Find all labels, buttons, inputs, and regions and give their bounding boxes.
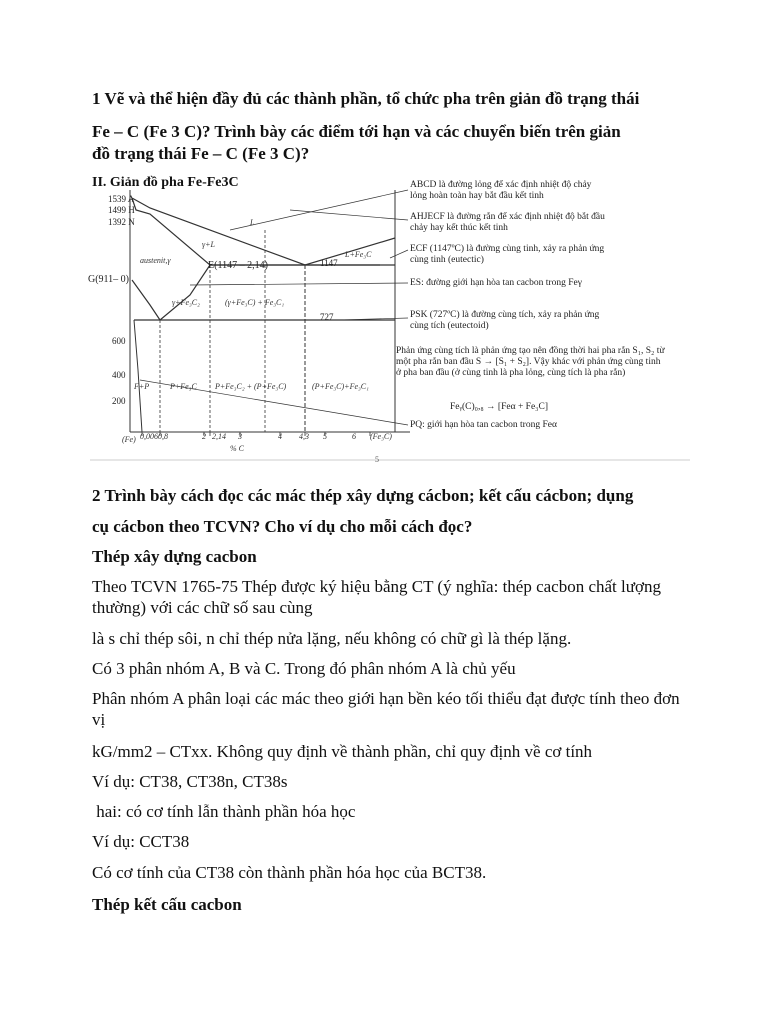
leader-es — [190, 283, 408, 285]
point-g: G(911– 0) — [88, 274, 130, 285]
x-tick-43: 4,3 — [299, 432, 309, 441]
annotation-es: ES: đường giới hạn hòa tan cacbon trong Feγ — [410, 278, 582, 288]
paragraph-5: kG/mm2 – CTxx. Không quy định về thành phần, chỉ quy định về cơ tính — [92, 742, 593, 761]
annotation-reaction: Feᵧ(C)₀,₈ → [Feα + Fe₃C] — [450, 402, 548, 412]
phase-p-fe3c: P+Fe₃C — [170, 382, 197, 391]
x-tick-08: 0,8 — [158, 432, 168, 441]
diagram-title: II. Giản đồ pha Fe-Fe3C — [92, 175, 239, 190]
paragraph-4: Phân nhóm A phân loại các mác theo giới hạn bền kéo tối thiểu đạt được tính theo đơn vị — [92, 689, 680, 729]
question-2-line-2: cụ cácbon theo TCVN? Cho ví dụ cho mỗi cách đọc? — [92, 517, 473, 536]
x-ticks — [142, 432, 370, 436]
x-tick-6: 6 — [352, 432, 356, 441]
figure-page-number: 5 — [375, 455, 379, 464]
question-1-line-3: đồ trạng thái Fe – C (Fe 3 C)? — [92, 144, 310, 163]
paragraph-8: Ví dụ: CCT38 — [92, 832, 190, 851]
x-tick-0006: 0,006 — [140, 432, 158, 441]
point-e: E(1147 – 2,14) — [208, 260, 268, 271]
x-tick-3: 3 — [238, 432, 242, 441]
x-label-fe: (Fe) — [122, 435, 136, 444]
annotation-ahjecf: AHJECF là đường rắn để xác định nhiệt độ bắt đầu chảy hay kết thúc kết tinh — [410, 212, 605, 233]
x-tick-4: 4 — [278, 432, 282, 441]
point-1392: 1392 N — [108, 217, 135, 227]
y-tick-600: 600 — [112, 336, 126, 346]
section-heading-1: Thép xây dựng cacbon — [92, 547, 257, 566]
question-1-line-2: Fe – C (Fe 3 C)? Trình bày các điểm tới hạn và các chuyển biến trên giản — [92, 122, 621, 141]
question-1-line-1: 1 Vẽ và thể hiện đầy đủ các thành phần, tổ chức pha trên giản đồ trạng thái — [92, 89, 640, 108]
phase-ferit: F+P — [134, 382, 150, 391]
annotation-ecf: ECF (1147ºC) là đường cùng tinh, xảy ra phản ứng cùng tinh (eutectic) — [410, 244, 605, 265]
x-tick-2: 2 — [202, 432, 206, 441]
section-heading-2: Thép kết cấu cacbon — [92, 895, 242, 914]
paragraph-1: Theo TCVN 1765-75 Thép được ký hiệu bằng CT (ý nghĩa: thép cacbon chất lượng thường) với các chữ số sau cùng — [92, 577, 661, 617]
leader-ecf — [390, 250, 408, 258]
es-line — [160, 265, 210, 320]
leader-ahjecf — [290, 210, 408, 220]
label-727: 727 — [320, 312, 334, 322]
annotation-psk: PSK (727ºC) là đường cùng tích, xảy ra phản ứng cùng tích (eutectoid) — [410, 310, 600, 331]
phase-l: L — [250, 218, 255, 227]
phase-diagram-figure — [90, 170, 690, 470]
x-tick-214: 2,14 — [212, 432, 226, 441]
annotation-pq: PQ: giới hạn hòa tan cacbon trong Feα — [410, 420, 557, 430]
y-tick-400: 400 — [112, 370, 126, 380]
gs-line — [132, 280, 160, 320]
phase-gamma-fe3c: γ+Fe₃C₂ — [172, 298, 200, 307]
solidus-line — [132, 198, 380, 265]
paragraph-2: là s chỉ thép sôi, n chỉ thép nửa lặng, nếu không có chữ gì là thép lặng. — [92, 629, 572, 648]
point-1499: 1499 H — [108, 205, 135, 215]
paragraph-7: hai: có cơ tính lẫn thành phần hóa học — [92, 802, 356, 821]
point-1539: 1539 A — [108, 194, 135, 204]
annotation-abcd: ABCD là đường lỏng để xác định nhiệt độ chảy lỏng hoàn toàn hay bắt đầu kết tinh — [410, 180, 592, 201]
x-tick-5: 5 — [323, 432, 327, 441]
label-1147: 1147 — [320, 258, 338, 268]
phase-l-fe3c: L+Fe₃C — [345, 250, 372, 259]
y-tick-200: 200 — [112, 396, 126, 406]
paragraph-3: Có 3 phân nhóm A, B và C. Trong đó phân nhóm A là chủ yếu — [92, 659, 516, 678]
annotation-eutectoid: Phản ứng cùng tích là phản ứng tạo nên đồng thời hai pha rắn S₁, S₂ từ một pha rắn ban đầu S → [S₁ + S₂]. Vậy khác với phản ứng cùng tinh ở pha ban đầu (ở cùng tinh là pha lỏng, cùng tích là pha rắn) — [396, 346, 665, 378]
x-axis-label: % C — [230, 444, 244, 453]
question-2-line-1: 2 Trình bày cách đọc các mác thép xây dựng cácbon; kết cấu cácbon; dụng — [92, 486, 634, 505]
phase-ledeburit: (γ+Fe₃C) + Fe₃C₁ — [225, 298, 285, 307]
phase-austenit: austenit,γ — [140, 256, 171, 265]
phase-p-fe3c2: P+Fe₃C₂ + (P+Fe₃C) — [215, 382, 287, 391]
leader-abcd — [230, 190, 408, 230]
phase-fe3c1: (P+Fe₃C)+Fe₃C₁ — [312, 382, 369, 391]
phase-gamma-l: γ+L — [202, 240, 215, 249]
paragraph-6: Ví dụ: CT38, CT38n, CT38s — [92, 772, 288, 791]
pq-line — [134, 320, 142, 432]
paragraph-9: Có cơ tính của CT38 còn thành phần hóa học của BCT38. — [92, 863, 487, 882]
x-label-fe3c: (Fe₃C) — [370, 432, 392, 441]
